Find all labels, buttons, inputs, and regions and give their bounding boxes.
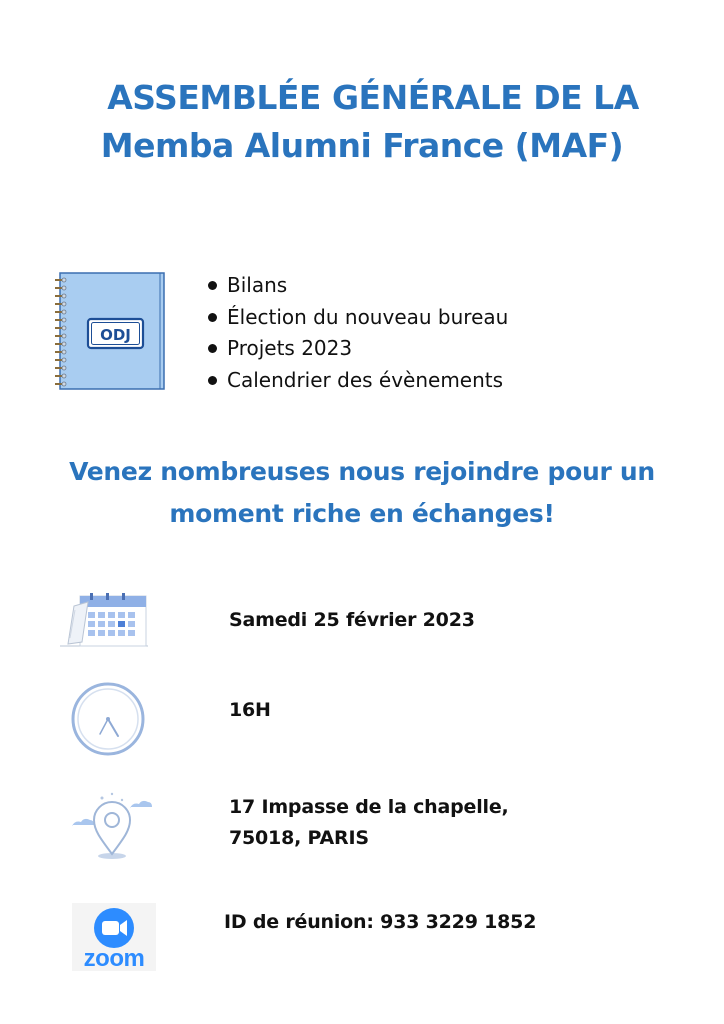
agenda-item-label: Calendrier des évènements <box>227 367 504 392</box>
event-time: 16H <box>229 699 271 721</box>
zoom-logo-icon <box>72 903 156 971</box>
calendar-icon <box>58 592 150 650</box>
notebook-icon <box>52 272 166 390</box>
bullet-icon <box>208 281 217 290</box>
agenda-item-label: Élection du nouveau bureau <box>227 304 509 329</box>
invitation-line-1: Venez nombreuses nous rejoindre pour un <box>69 457 655 486</box>
invitation-line-2: moment riche en échanges! <box>169 499 555 528</box>
zoom-logo-text: zoom <box>83 945 145 972</box>
title-line-1: ASSEMBLÉE GÉNÉRALE DE LA <box>107 78 639 117</box>
event-address <box>229 792 509 854</box>
address-line-2: 75018, PARIS <box>229 827 369 849</box>
list-item <box>206 302 508 334</box>
list-item <box>206 365 508 397</box>
invitation-text <box>0 451 724 535</box>
location-pin-icon <box>70 786 158 862</box>
bullet-icon <box>208 313 217 322</box>
bullet-icon <box>208 344 217 353</box>
meeting-id: ID de réunion: 933 3229 1852 <box>224 911 537 933</box>
list-item <box>206 270 508 302</box>
zoom-camera-icon <box>93 907 135 949</box>
bullet-icon <box>208 376 217 385</box>
agenda-item-label: Projets 2023 <box>227 336 353 360</box>
page-title <box>0 74 724 170</box>
agenda-list <box>206 270 508 396</box>
agenda-item-label: Bilans <box>227 273 288 297</box>
title-line-2: Memba Alumni France (MAF) <box>100 126 624 165</box>
list-item <box>206 333 508 365</box>
address-line-1: 17 Impasse de la chapelle, <box>229 796 509 818</box>
notebook-label: ODJ <box>100 326 131 344</box>
clock-icon <box>70 681 146 757</box>
event-date: Samedi 25 février 2023 <box>229 609 475 631</box>
